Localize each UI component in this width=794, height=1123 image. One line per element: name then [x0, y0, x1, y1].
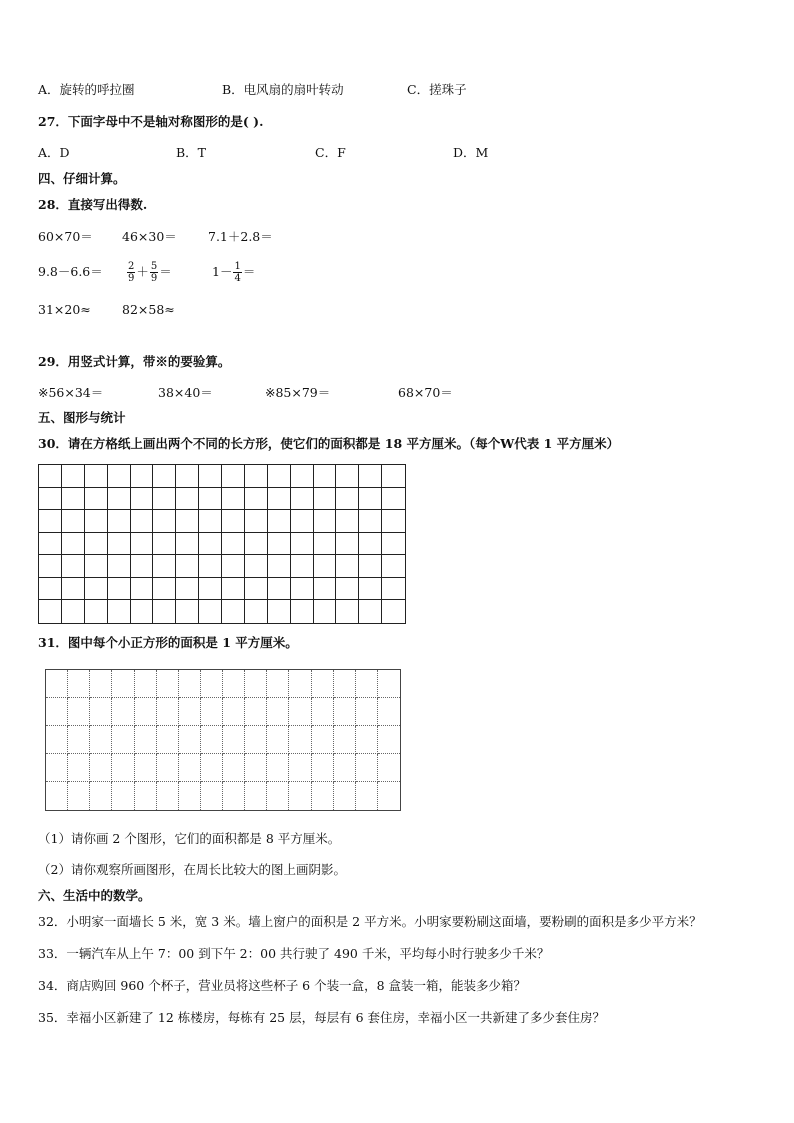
grid-cell[interactable]	[108, 510, 131, 533]
grid-cell[interactable]	[199, 465, 222, 488]
grid-cell[interactable]	[268, 488, 291, 511]
grid-cell[interactable]	[359, 555, 382, 578]
grid-cell[interactable]	[336, 510, 359, 533]
grid-cell[interactable]	[199, 488, 222, 511]
grid-cell[interactable]	[46, 754, 68, 782]
grid-cell[interactable]	[222, 555, 245, 578]
grid-cell[interactable]	[359, 465, 382, 488]
grid-cell[interactable]	[291, 533, 314, 556]
grid-cell[interactable]	[222, 465, 245, 488]
fraction: $\frac{5}{9}$	[150, 261, 158, 284]
grid-cell[interactable]	[85, 465, 108, 488]
grid-cell[interactable]	[334, 670, 356, 698]
q31-stem: 31．图中每个小正方形的面积是 1 平方厘米。	[38, 635, 298, 650]
grid-cell[interactable]	[90, 726, 112, 754]
grid-cell[interactable]	[336, 488, 359, 511]
grid-cell[interactable]	[291, 510, 314, 533]
grid-cell[interactable]	[153, 578, 176, 601]
q27-option-b: B．T	[176, 145, 207, 160]
grid-cell[interactable]	[201, 726, 223, 754]
grid-cell[interactable]	[334, 726, 356, 754]
grid-cell[interactable]	[131, 578, 154, 601]
grid-cell[interactable]	[90, 754, 112, 782]
grid-cell[interactable]	[334, 782, 356, 810]
grid-cell[interactable]	[46, 670, 68, 698]
grid-cell[interactable]	[112, 670, 134, 698]
grid-cell[interactable]	[222, 600, 245, 623]
grid-cell[interactable]	[199, 600, 222, 623]
grid-cell[interactable]	[245, 726, 267, 754]
grid-cell[interactable]	[267, 726, 289, 754]
grid-cell[interactable]	[291, 465, 314, 488]
grid-cell[interactable]	[108, 555, 131, 578]
grid-cell[interactable]	[245, 754, 267, 782]
grid-cell[interactable]	[201, 782, 223, 810]
q26-option-a: A．旋转的呼拉圈	[38, 82, 135, 97]
grid-cell[interactable]	[85, 555, 108, 578]
grid-cell[interactable]	[336, 533, 359, 556]
grid-cell[interactable]	[245, 465, 268, 488]
grid-cell[interactable]	[153, 465, 176, 488]
grid-cell[interactable]	[289, 698, 311, 726]
grid-cell[interactable]	[179, 698, 201, 726]
grid-cell[interactable]	[108, 488, 131, 511]
grid-cell[interactable]	[176, 488, 199, 511]
q29-item: ※56×34＝	[38, 385, 104, 400]
grid-cell[interactable]	[223, 754, 245, 782]
grid-cell[interactable]	[157, 726, 179, 754]
grid-cell[interactable]	[223, 782, 245, 810]
grid-cell[interactable]	[314, 465, 337, 488]
grid-cell[interactable]	[267, 698, 289, 726]
grid-cell[interactable]	[39, 578, 62, 601]
grid-cell[interactable]	[90, 670, 112, 698]
section5-heading: 五、图形与统计	[38, 410, 126, 425]
grid-cell[interactable]	[314, 600, 337, 623]
grid-cell[interactable]	[85, 510, 108, 533]
q28-stem: 28．直接写出得数.	[38, 197, 148, 212]
q26-option-c: C．搓珠子	[407, 82, 467, 97]
grid-cell[interactable]	[245, 533, 268, 556]
grid-cell[interactable]	[135, 754, 157, 782]
grid-cell[interactable]	[135, 782, 157, 810]
grid-cell[interactable]	[85, 533, 108, 556]
grid-cell[interactable]	[179, 726, 201, 754]
grid-cell[interactable]	[334, 698, 356, 726]
q29-item: 68×70＝	[398, 385, 453, 400]
grid-cell[interactable]	[245, 555, 268, 578]
grid-cell[interactable]	[268, 510, 291, 533]
grid-cell[interactable]	[291, 600, 314, 623]
grid-cell[interactable]	[378, 782, 400, 810]
grid-cell[interactable]	[268, 533, 291, 556]
grid-cell[interactable]	[245, 670, 267, 698]
grid-cell[interactable]	[201, 670, 223, 698]
grid-cell[interactable]	[62, 488, 85, 511]
grid-cell[interactable]	[356, 726, 378, 754]
q28-item: 7.1＋2.8＝	[208, 229, 273, 244]
grid-cell[interactable]	[62, 510, 85, 533]
q28-item: 31×20≈	[38, 302, 91, 317]
grid-cell[interactable]	[312, 670, 334, 698]
grid-cell[interactable]	[176, 465, 199, 488]
grid-cell[interactable]	[222, 488, 245, 511]
grid-cell[interactable]	[359, 600, 382, 623]
grid-cell[interactable]	[68, 726, 90, 754]
grid-cell[interactable]	[201, 698, 223, 726]
grid-cell[interactable]	[153, 600, 176, 623]
grid-cell[interactable]	[112, 782, 134, 810]
grid-cell[interactable]	[267, 782, 289, 810]
q31-sub1: （1）请你画 2 个图形，它们的面积都是 8 平方厘米。	[38, 831, 341, 846]
grid-cell[interactable]	[267, 754, 289, 782]
grid-cell[interactable]	[179, 754, 201, 782]
fraction: $\frac{1}{4}$	[234, 261, 241, 284]
grid-cell[interactable]	[108, 533, 131, 556]
q28-fraction-expression: $\frac{2}{9}$ ＋ $\frac{5}{9}$ ＝	[128, 261, 172, 284]
grid-cell[interactable]	[108, 465, 131, 488]
grid-cell[interactable]	[90, 782, 112, 810]
grid-cell[interactable]	[39, 488, 62, 511]
q26-option-b: B．电风扇的扇叶转动	[222, 82, 344, 97]
grid-cell[interactable]	[153, 510, 176, 533]
grid-cell[interactable]	[46, 726, 68, 754]
q29-item: ※85×79＝	[265, 385, 331, 400]
grid-cell[interactable]	[334, 754, 356, 782]
grid-cell[interactable]	[176, 578, 199, 601]
grid-cell[interactable]	[62, 533, 85, 556]
grid-cell[interactable]	[39, 600, 62, 623]
grid-cell[interactable]	[223, 698, 245, 726]
grid-cell[interactable]	[356, 698, 378, 726]
grid-cell[interactable]	[62, 555, 85, 578]
grid-cell[interactable]	[176, 600, 199, 623]
grid-cell[interactable]	[131, 600, 154, 623]
grid-cell[interactable]	[312, 782, 334, 810]
q27-option-a: A．D	[38, 145, 70, 160]
grid-cell[interactable]	[359, 533, 382, 556]
grid-cell[interactable]	[245, 488, 268, 511]
grid-cell[interactable]	[153, 488, 176, 511]
grid-cell[interactable]	[108, 578, 131, 601]
q29-item: 38×40＝	[158, 385, 213, 400]
grid-cell[interactable]	[153, 555, 176, 578]
grid-cell[interactable]	[336, 600, 359, 623]
grid-cell[interactable]	[39, 465, 62, 488]
grid-cell[interactable]	[157, 754, 179, 782]
grid-cell[interactable]	[268, 465, 291, 488]
grid-cell[interactable]	[289, 754, 311, 782]
grid-cell[interactable]	[199, 510, 222, 533]
grid-cell[interactable]	[382, 533, 405, 556]
grid-cell[interactable]	[131, 510, 154, 533]
grid-cell[interactable]	[39, 533, 62, 556]
grid-cell[interactable]	[39, 510, 62, 533]
grid-cell[interactable]	[179, 782, 201, 810]
q35-text: 35．幸福小区新建了 12 栋楼房，每栋有 25 层，每层有 6 套住房，幸福小区一共新建了多少套住房？	[38, 1010, 606, 1025]
grid-cell[interactable]	[382, 600, 405, 623]
grid-cell[interactable]	[157, 782, 179, 810]
grid-cell[interactable]	[289, 670, 311, 698]
q31-sub2: （2）请你观察所画图形，在周长比较大的图上画阴影。	[38, 862, 346, 877]
grid-cell[interactable]	[135, 726, 157, 754]
grid-cell[interactable]	[356, 782, 378, 810]
grid-cell[interactable]	[314, 555, 337, 578]
q28-item: 60×70＝	[38, 229, 93, 244]
grid-cell[interactable]	[62, 465, 85, 488]
grid-cell[interactable]	[382, 465, 405, 488]
grid-cell[interactable]	[85, 578, 108, 601]
grid-cell[interactable]	[46, 698, 68, 726]
q27-stem: 27．下面字母中不是轴对称图形的是( ).	[38, 114, 264, 129]
grid-cell[interactable]	[39, 555, 62, 578]
grid-cell[interactable]	[201, 754, 223, 782]
grid-cell[interactable]	[157, 670, 179, 698]
grid-cell[interactable]	[112, 726, 134, 754]
grid-cell[interactable]	[176, 533, 199, 556]
grid-cell[interactable]	[382, 510, 405, 533]
grid-cell[interactable]	[85, 600, 108, 623]
grid-cell[interactable]	[312, 754, 334, 782]
grid-cell[interactable]	[314, 510, 337, 533]
grid-cell[interactable]	[378, 670, 400, 698]
grid-cell[interactable]	[112, 698, 134, 726]
grid-cell[interactable]	[131, 533, 154, 556]
grid-cell[interactable]	[157, 698, 179, 726]
grid-cell[interactable]	[268, 578, 291, 601]
grid-cell[interactable]	[176, 510, 199, 533]
grid-cell[interactable]	[135, 670, 157, 698]
grid-cell[interactable]	[245, 600, 268, 623]
grid-cell[interactable]	[268, 555, 291, 578]
grid-cell[interactable]	[85, 488, 108, 511]
grid-cell[interactable]	[222, 578, 245, 601]
grid-cell[interactable]	[199, 555, 222, 578]
grid-cell[interactable]	[336, 555, 359, 578]
square-grid-q31[interactable]	[45, 669, 401, 811]
q32-text: 32．小明家一面墙长 5 米，宽 3 米。墙上窗户的面积是 2 平方米。小明家要粉刷这面墙，要粉刷的面积是多少平方米？	[38, 914, 702, 929]
grid-cell[interactable]	[336, 578, 359, 601]
grid-cell[interactable]	[359, 488, 382, 511]
q27-option-c: C．F	[315, 145, 346, 160]
grid-cell[interactable]	[199, 578, 222, 601]
grid-cell[interactable]	[112, 754, 134, 782]
grid-cell[interactable]	[382, 488, 405, 511]
q28-item: 82×58≈	[122, 302, 175, 317]
grid-cell[interactable]	[199, 533, 222, 556]
grid-cell[interactable]	[62, 600, 85, 623]
grid-cell[interactable]	[289, 782, 311, 810]
grid-cell[interactable]	[222, 510, 245, 533]
section6-heading: 六、生活中的数学。	[38, 888, 151, 903]
grid-cell[interactable]	[179, 670, 201, 698]
grid-cell[interactable]	[378, 754, 400, 782]
grid-cell[interactable]	[291, 578, 314, 601]
grid-cell[interactable]	[62, 578, 85, 601]
q28-one-minus-expression: 1－ $\frac{1}{4}$ ＝	[212, 261, 256, 284]
grid-cell[interactable]	[68, 782, 90, 810]
grid-cell[interactable]	[153, 533, 176, 556]
grid-cell[interactable]	[222, 533, 245, 556]
grid-cell[interactable]	[291, 555, 314, 578]
grid-cell[interactable]	[245, 510, 268, 533]
q27-option-d: D．M	[453, 145, 489, 160]
grid-cell[interactable]	[359, 578, 382, 601]
grid-cell[interactable]	[314, 488, 337, 511]
grid-cell[interactable]	[314, 578, 337, 601]
grid-cell[interactable]	[135, 698, 157, 726]
grid-cell[interactable]	[356, 670, 378, 698]
grid-cell[interactable]	[312, 698, 334, 726]
grid-cell[interactable]	[356, 754, 378, 782]
grid-cell[interactable]	[108, 600, 131, 623]
grid-cell[interactable]	[68, 670, 90, 698]
grid-cell[interactable]	[90, 698, 112, 726]
q29-stem: 29．用竖式计算，带※的要验算。	[38, 354, 231, 369]
fraction: $\frac{2}{9}$	[128, 261, 135, 284]
grid-cell[interactable]	[291, 488, 314, 511]
grid-cell[interactable]	[382, 578, 405, 601]
grid-cell[interactable]	[359, 510, 382, 533]
grid-cell[interactable]	[176, 555, 199, 578]
grid-cell[interactable]	[223, 726, 245, 754]
grid-cell[interactable]	[267, 670, 289, 698]
grid-cell[interactable]	[131, 555, 154, 578]
grid-cell[interactable]	[131, 465, 154, 488]
grid-cell[interactable]	[131, 488, 154, 511]
grid-cell[interactable]	[378, 726, 400, 754]
grid-cell[interactable]	[314, 533, 337, 556]
grid-cell[interactable]	[68, 698, 90, 726]
square-grid-q30[interactable]	[38, 464, 406, 624]
q30-stem: 30．请在方格纸上画出两个不同的长方形，使它们的面积都是 18 平方厘米。（每个W代表 1 平方厘米）	[38, 436, 620, 451]
grid-cell[interactable]	[382, 555, 405, 578]
grid-cell[interactable]	[336, 465, 359, 488]
grid-cell[interactable]	[46, 782, 68, 810]
q28-item: 9.8－6.6＝	[38, 264, 103, 279]
grid-cell[interactable]	[378, 698, 400, 726]
grid-cell[interactable]	[223, 670, 245, 698]
section4-heading: 四、仔细计算。	[38, 171, 126, 186]
grid-cell[interactable]	[245, 578, 268, 601]
grid-cell[interactable]	[245, 698, 267, 726]
q34-text: 34．商店购回 960 个杯子，营业员将这些杯子 6 个装一盒，8 盒装一箱，能装多少箱？	[38, 978, 527, 993]
q28-item: 46×30＝	[122, 229, 177, 244]
q33-text: 33．一辆汽车从上午 7：00 到下午 2：00 共行驶了 490 千米，平均每小时行驶多少千米？	[38, 946, 550, 961]
grid-cell[interactable]	[68, 754, 90, 782]
grid-cell[interactable]	[289, 726, 311, 754]
grid-cell[interactable]	[312, 726, 334, 754]
grid-cell[interactable]	[245, 782, 267, 810]
grid-cell[interactable]	[268, 600, 291, 623]
